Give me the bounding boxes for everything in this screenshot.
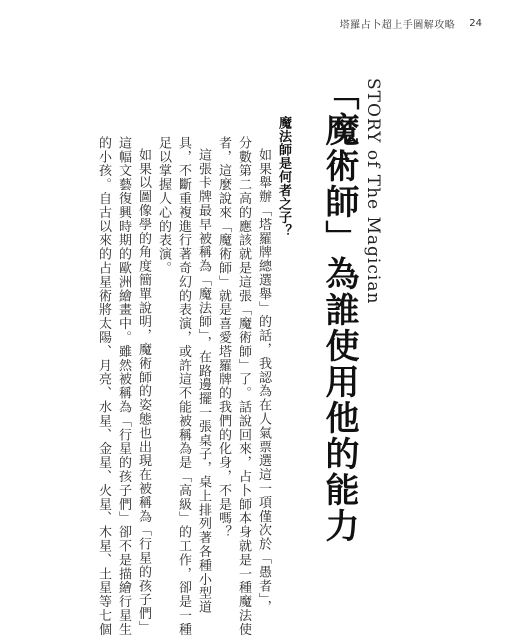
body-line: 這張卡牌最早被稱為「魔法師」，在路邊擺一張桌子，桌上排列著各種小型道 bbox=[196, 148, 211, 615]
body-line: 的小孩。自古以來的占星術將太陽、月亮、水星、金星、火星、木星、土星等七個 bbox=[96, 136, 111, 636]
body-line: 具，不斷重複進行著奇幻的表演，或許這不能被稱為是「高級」的工作，卻是一種 bbox=[176, 136, 191, 636]
chapter-english-title: STORY of The Magician bbox=[363, 78, 383, 305]
running-title: 塔羅占卜超上手圖解攻略 bbox=[339, 19, 456, 31]
chapter-title: 「魔術師」為誰使用他的能力 bbox=[319, 76, 359, 544]
body-line: 如果以圖像學的角度簡單說明，魔術師的姿態也出現在被稱為「行星的孩子們」 bbox=[136, 148, 151, 635]
page-number: 24 bbox=[469, 17, 482, 29]
body-line: 足以掌握人心的表演。 bbox=[156, 136, 171, 275]
running-head bbox=[340, 15, 482, 31]
body-line: 這幅文藝復興時期的歐洲繪畫中。雖然被稱為「行星的孩子們」卻不是描繪行星生 bbox=[116, 136, 131, 636]
section-heading: 魔法師是何者之子？ bbox=[276, 116, 291, 238]
body-line: 分數第二高的應該就是這張「魔術師」了。話說回來，占卜師本身就是一種魔法使 bbox=[236, 136, 251, 636]
body-line: 如果舉辦「塔羅牌總選舉」的話，我認為在人氣票選這一項僅次於「愚者」， bbox=[256, 148, 271, 615]
body-line: 者，這麼說來「魔術師」就是喜愛塔羅牌的我們的化身，不是嗎？ bbox=[216, 136, 231, 540]
